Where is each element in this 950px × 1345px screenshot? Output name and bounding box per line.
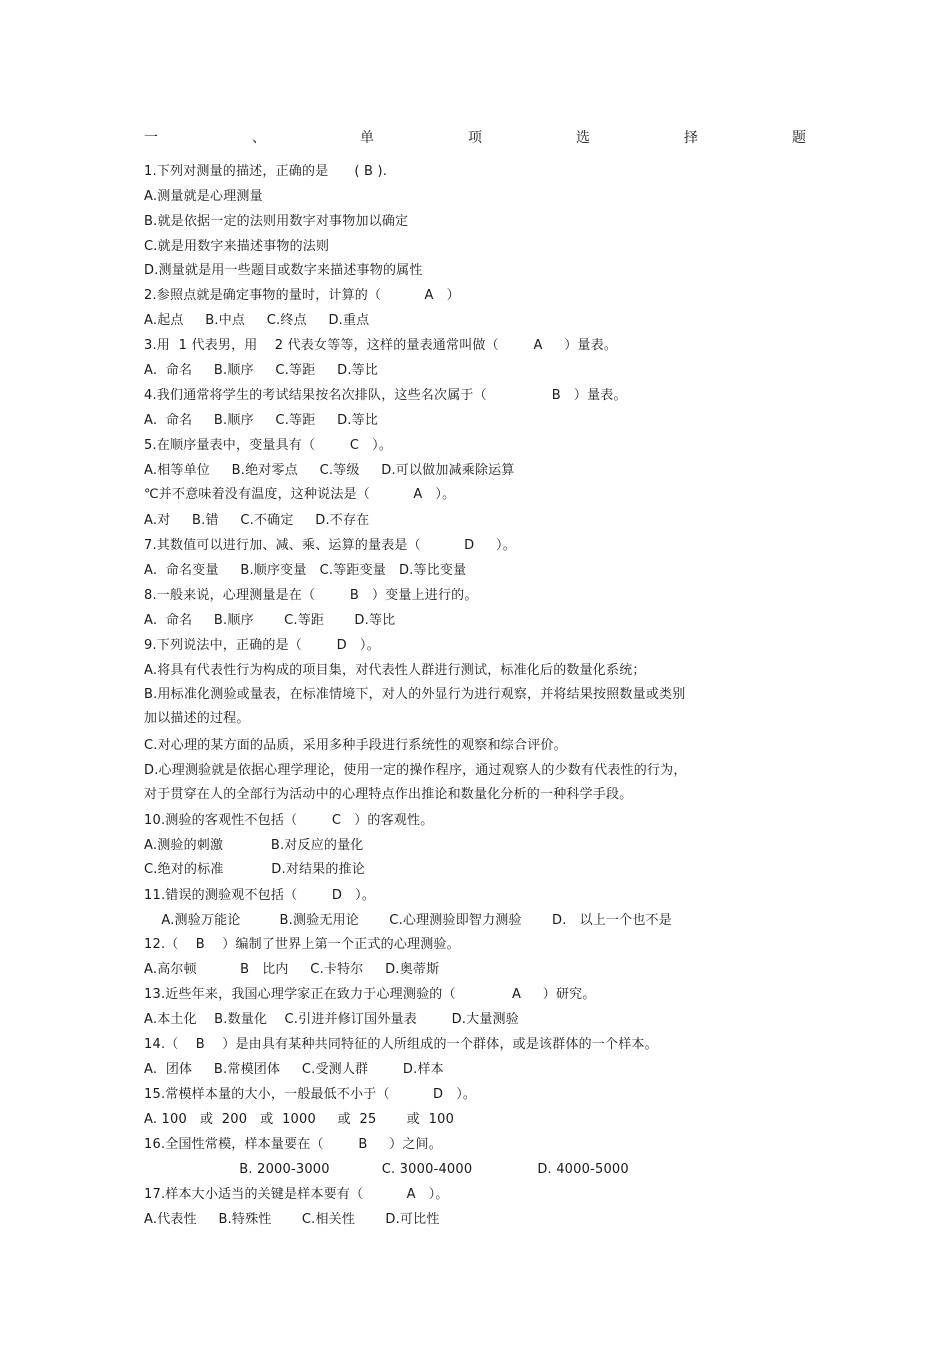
question-7: 7.其数值可以进行加、减、乘、运算的量表是（ D ）。 <box>144 538 516 553</box>
option-line: B.用标准化测验或量表，在标准情境下，对人的外显行为进行观察，并将结果按照数量或类别 <box>144 687 686 702</box>
option-line: A.高尔顿 B 比内 C.卡特尔 D.奥蒂斯 <box>144 962 440 977</box>
option-line: C.对心理的某方面的品质，采用多种手段进行系统性的观察和综合评价。 <box>144 738 567 753</box>
option-line: A.将具有代表性行为构成的项目集，对代表性人群进行测试，标准化后的数量化系统； <box>144 663 646 678</box>
option-line: A.相等单位 B.绝对零点 C.等级 D.可以做加减乘除运算 <box>144 463 515 478</box>
option-line: A. 团体 B.常模团体 C.受测人群 D.样本 <box>144 1062 444 1077</box>
question-13: 13.近些年来，我国心理学家正在致力于心理测验的（ A ）研究。 <box>144 987 596 1002</box>
section-title <box>144 127 806 147</box>
question-12: 12.（ B ）编制了世界上第一个正式的心理测验。 <box>144 937 460 952</box>
option-line: C.绝对的标准 D.对结果的推论 <box>144 862 366 877</box>
question-16: 16.全国性常模，样本量要在（ B ）之间。 <box>144 1137 442 1152</box>
option-line: A. 命名变量 B.顺序变量 C.等距变量 D.等比变量 <box>144 563 467 578</box>
option-line: A.起点 B.中点 C.终点 D.重点 <box>144 313 370 328</box>
option-line: A. 命名 B.顺序 C.等距 D.等比 <box>144 413 379 428</box>
title-char: 单 <box>360 130 374 146</box>
option-line: A.测量就是心理测量 <box>144 189 263 204</box>
option-line: A.本土化 B.数量化 C.引进并修订国外量表 D.大量测验 <box>144 1012 519 1027</box>
title-char: 一 <box>144 130 158 146</box>
title-char: 选 <box>576 130 590 146</box>
option-line: A.测验的刺激 B.对反应的量化 <box>144 838 364 853</box>
title-char: 、 <box>252 130 266 146</box>
option-line: A.测验万能论 B.测验无用论 C.心理测验即智力测验 D. 以上一个也不是 <box>144 913 672 928</box>
question-17: 17.样本大小适当的关键是样本要有（ A ）。 <box>144 1187 449 1202</box>
question-8: 8.一般来说，心理测量是在（ B ）变量上进行的。 <box>144 588 478 603</box>
option-line: A. 命名 B.顺序 C.等距 D.等比 <box>144 363 379 378</box>
question-6: ℃并不意味着没有温度，这种说法是（ A ）。 <box>144 487 456 502</box>
option-line: 加以描述的过程。 <box>144 711 250 726</box>
option-line: A. 100 或 200 或 1000 或 25 或 100 <box>144 1112 455 1127</box>
title-char: 项 <box>468 130 482 146</box>
question-3: 3.用 1 代表男，用 2 代表女等等，这样的量表通常叫做（ A ）量表。 <box>144 338 618 353</box>
option-line: 对于贯穿在人的全部行为活动中的心理特点作出推论和数量化分析的一种科学手段。 <box>144 787 633 802</box>
title-char: 择 <box>684 130 698 146</box>
question-4: 4.我们通常将学生的考试结果按名次排队，这些名次属于（ B ）量表。 <box>144 388 627 403</box>
option-line: C.就是用数字来描述事物的法则 <box>144 239 330 254</box>
option-line: D.心理测验就是依据心理学理论，使用一定的操作程序，通过观察人的少数有代表性的行为， <box>144 763 687 778</box>
title-char: 题 <box>792 130 806 146</box>
question-10: 10.测验的客观性不包括（ C ）的客观性。 <box>144 813 434 828</box>
option-line: B.就是依据一定的法则用数字对事物加以确定 <box>144 214 409 229</box>
option-line: B. 2000-3000 C. 3000-4000 D. 4000-5000 <box>144 1162 629 1177</box>
question-5: 5.在顺序量表中，变量具有（ C ）。 <box>144 438 393 453</box>
option-line: A.代表性 B.特殊性 C.相关性 D.可比性 <box>144 1212 440 1227</box>
option-line: A.对 B.错 C.不确定 D.不存在 <box>144 513 370 528</box>
question-2: 2.参照点就是确定事物的量时，计算的（ A ） <box>144 288 460 303</box>
question-15: 15.常模样本量的大小，一般最低不小于（ D ）。 <box>144 1087 477 1102</box>
question-1: 1.下列对测量的描述，正确的是 ( B ). <box>144 164 388 179</box>
option-line: A. 命名 B.顺序 C.等距 D.等比 <box>144 613 396 628</box>
question-11: 11.错误的测验观不包括（ D ）。 <box>144 888 376 903</box>
question-14: 14.（ B ）是由具有某种共同特征的人所组成的一个群体，或是该群体的一个样本。 <box>144 1037 658 1052</box>
option-line: D.测量就是用一些题目或数字来描述事物的属性 <box>144 263 423 278</box>
question-9: 9.下列说法中，正确的是（ D ）。 <box>144 638 380 653</box>
